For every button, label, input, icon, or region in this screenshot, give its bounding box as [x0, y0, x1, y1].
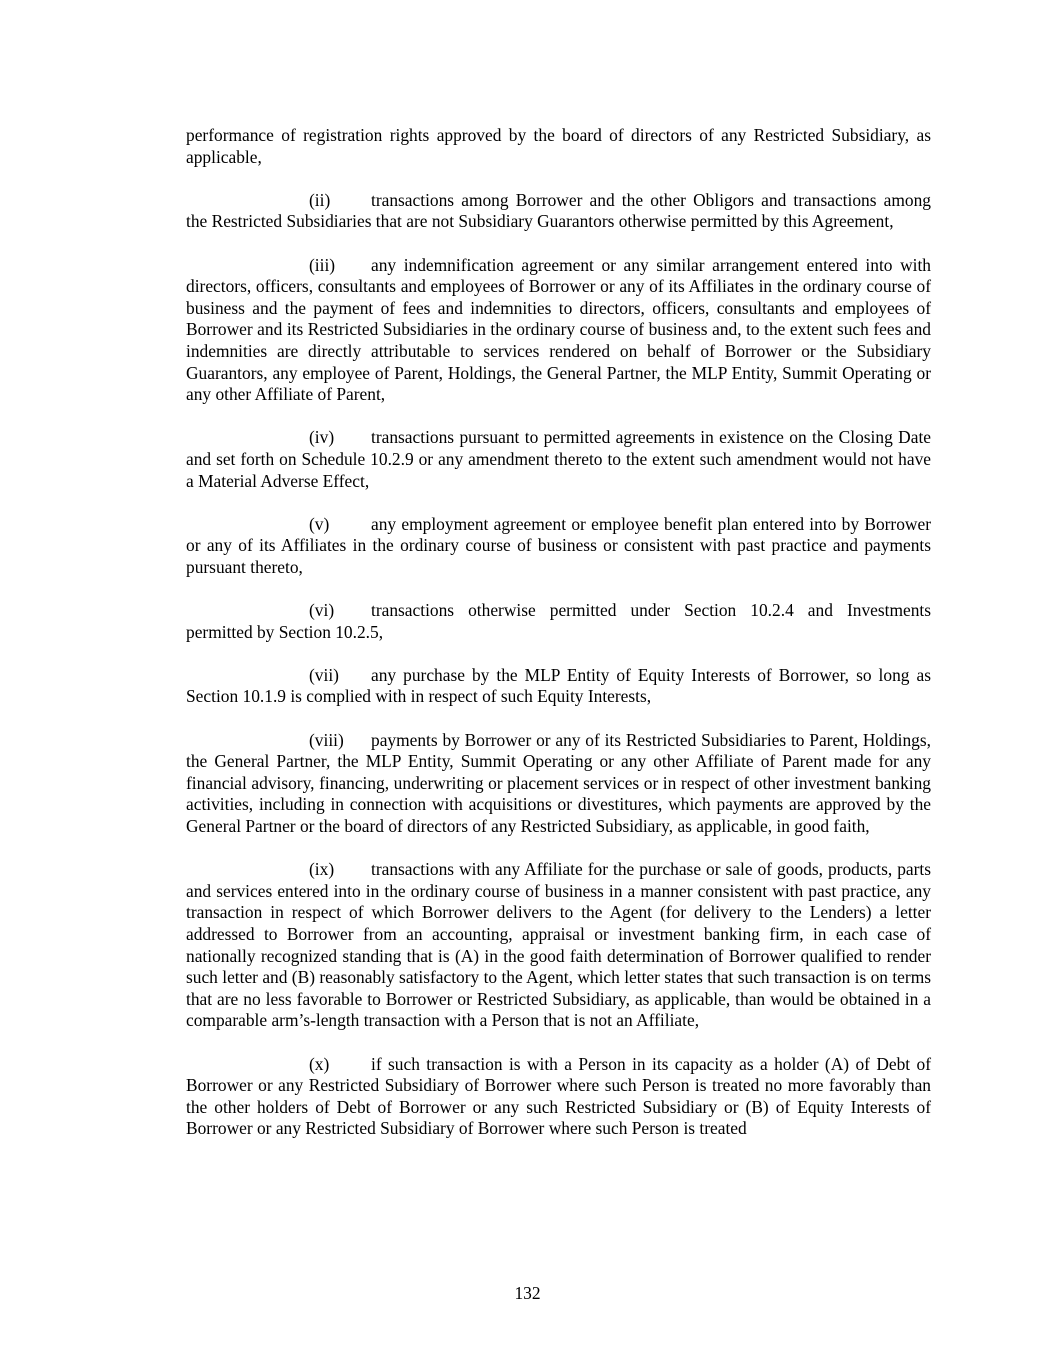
- clause-viii: [186, 730, 931, 838]
- clause-number: (iv): [309, 427, 335, 448]
- clause-iv: [186, 427, 931, 492]
- clause-number: (v): [309, 513, 330, 534]
- clause-text: transactions with any Affiliate for the purchase or sale of goods, products, parts and services entered into in the ordinary course of business in a manner consistent with past practice, any transaction in respect of which Borrower delivers to the Agent (for delivery to the Lenders) a letter addressed to Borrower from an accounting, appraisal or investment banking firm, in each case of nationally recognized standing that is (A) in the good faith determination of Borrower qualified to render such letter and (B) reasonably satisfactory to the Agent, which letter states that such transaction is on terms that are no less favorable to Borrower or Restricted Subsidiary, as applicable, than would be obtained in a comparable arm’s-length transaction with a Person that is not an Affiliate,: [186, 859, 931, 1031]
- clause-number: (ii): [309, 189, 331, 210]
- clause-number: (ix): [309, 859, 335, 880]
- page-number: 132: [514, 1283, 541, 1303]
- clause-ii: [186, 190, 931, 233]
- clause-vi: [186, 600, 931, 643]
- clause-ix: [186, 859, 931, 1032]
- clause-text: if such transaction is with a Person in its capacity as a holder (A) of Debt of Borrower or any Restricted Subsidiary of Borrower where such Person is treated no more favorably than the other holders of Debt of Borrower or any such Restricted Subsidiary or (B) of Equity Interests of Borrower or any Restricted Subsidiary of Borrower where such Person is treated: [186, 1053, 931, 1139]
- clause-number: (vi): [309, 600, 335, 621]
- clause-text: transactions pursuant to permitted agreements in existence on the Closing Date and set forth on Schedule 10.2.9 or any amendment thereto to the extent such amendment would not have a Material Adverse Effect,: [186, 427, 931, 491]
- clause-text: payments by Borrower or any of its Restricted Subsidiaries to Parent, Holdings, the General Partner, the MLP Entity, Summit Operating or any other Affiliate of Parent made for any financial advisory, financing, underwriting or placement services or in respect of other investment banking activities, including in connection with acquisitions or divestitures, which payments are approved by the General Partner or the board of directors of any Restricted Subsidiary, as applicable, in good faith,: [186, 729, 931, 836]
- clause-v: [186, 514, 931, 579]
- clause-text: any employment agreement or employee benefit plan entered into by Borrower or any of its Affiliates in the ordinary course of business or consistent with past practice and payments pursuant thereto,: [186, 513, 931, 577]
- document-body: [186, 125, 931, 1162]
- clause-number: (iii): [309, 254, 336, 275]
- intro-paragraph: performance of registration rights approved by the board of directors of any Restricted Subsidiary, as applicable,: [186, 125, 931, 167]
- clause-number: (x): [309, 1053, 330, 1074]
- clause-vii: [186, 665, 931, 708]
- clause-text: any purchase by the MLP Entity of Equity Interests of Borrower, so long as Section 10.1.9 is complied with in respect of such Equity Interests,: [186, 664, 931, 707]
- clause-number: (vii): [309, 664, 339, 685]
- clause-text: transactions otherwise permitted under Section 10.2.4 and Investments permitted by Section 10.2.5,: [186, 600, 931, 642]
- clause-number: (viii): [309, 729, 344, 750]
- clause-text: any indemnification agreement or any similar arrangement entered into with directors, officers, consultants and employees of Borrower or any of its Affiliates in the ordinary course of business and the payment of fees and indemnities to directors, officers, consultants and employees of Borrower and its Restricted Subsidiaries in the ordinary course of business and, to the extent such fees and indemnities are directly attributable to services rendered on behalf of Borrower or the Subsidiary Guarantors, any employee of Parent, Holdings, the General Partner, the MLP Entity, Summit Operating or any other Affiliate of Parent,: [186, 254, 931, 405]
- clause-text: transactions among Borrower and the other Obligors and transactions among the Restricted Subsidiaries that are not Subsidiary Guarantors otherwise permitted by this Agreement,: [186, 189, 931, 232]
- clause-x: [186, 1054, 931, 1140]
- clause-iii: [186, 255, 931, 406]
